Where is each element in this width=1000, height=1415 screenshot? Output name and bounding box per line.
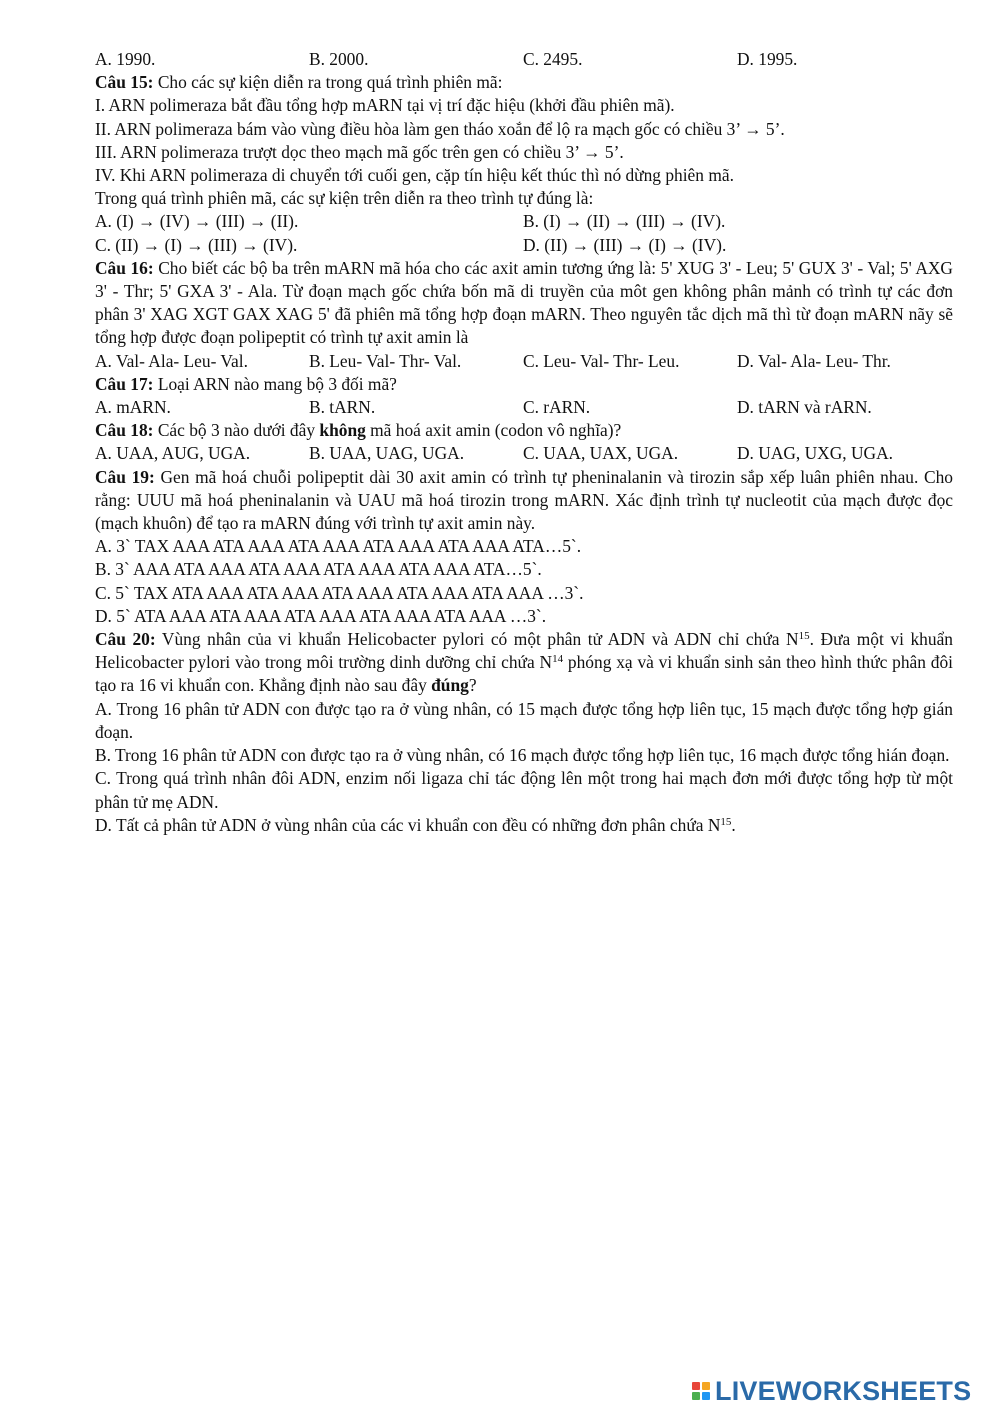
logo-square-blue — [702, 1392, 710, 1400]
q20-option-c[interactable]: C. Trong quá trình nhân đôi ADN, enzim nối ligaza chỉ tác động lên một trong hai mạch đơn mới được tổng hợp từ một phân tử mẹ ADN. — [95, 768, 953, 812]
q14-option-b[interactable]: B. 2000. — [309, 49, 369, 69]
q18-stem-pre: Các bộ 3 nào dưới đây — [153, 420, 320, 441]
q17-option-d[interactable]: D. tARN và rARN. — [737, 397, 872, 418]
q18-options — [95, 442, 953, 465]
q20-label: Câu 20: — [95, 629, 156, 650]
worksheet-content — [95, 48, 953, 837]
logo-square-red — [692, 1382, 700, 1390]
q20-option-d-superscript: 15 — [720, 815, 732, 828]
q16-option-b[interactable]: B. Leu- Val- Thr- Val. — [309, 350, 462, 371]
q15-option-c[interactable]: C. (II) → (I) → (III) → (IV). — [95, 234, 298, 255]
q20-superscript-2: 14 — [552, 653, 564, 666]
q18-option-a[interactable]: A. UAA, AUG, UGA. — [95, 443, 251, 464]
q17-option-a[interactable]: A. mARN. — [95, 397, 171, 418]
q19-option-d[interactable]: D. 5` ATA AAA ATA AAA ATA AAA ATA AAA ATA AAA …3`. — [95, 605, 547, 626]
liveworksheets-logo-icon — [692, 1382, 710, 1400]
q19-option-b[interactable]: B. 3` AAA ATA AAA ATA AAA ATA AAA ATA AAA ATA…5`. — [95, 559, 542, 580]
q16-stem — [95, 257, 953, 350]
q17-option-c[interactable]: C. rARN. — [523, 397, 591, 418]
q15-option-b[interactable]: B. (I) → (II) → (III) → (IV). — [523, 211, 726, 232]
q18-stem-post: mã hoá axit amin (codon vô nghĩa)? — [365, 420, 622, 441]
q18-option-d[interactable]: D. UAG, UXG, UGA. — [737, 443, 894, 464]
q16-option-d[interactable]: D. Val- Ala- Leu- Thr. — [737, 350, 891, 371]
q18-stem-emphasis: không — [319, 420, 366, 441]
q19-label: Câu 19: — [95, 466, 155, 487]
q15-question: Trong quá trình phiên mã, các sự kiện trên diễn ra theo trình tự đúng là: — [95, 188, 594, 209]
q17-label: Câu 17: — [95, 373, 154, 394]
q17-option-b[interactable]: B. tARN. — [309, 397, 376, 418]
q20-option-a[interactable]: A. Trong 16 phân tử ADN con được tạo ra ở vùng nhân, có 15 mạch được tổng hợp liên tục, 15 mạch được tổng hợp gián đoạn. — [95, 698, 953, 742]
q19-option-c[interactable]: C. 5` TAX ATA AAA ATA AAA ATA AAA ATA AAA ATA AAA …3`. — [95, 582, 584, 603]
q15-stem — [95, 71, 953, 94]
q19-option-a[interactable]: A. 3` TAX AAA ATA AAA ATA AAA ATA AAA ATA AAA ATA…5`. — [95, 536, 582, 557]
q15-options — [95, 210, 953, 256]
q15-statement-3: III. ARN polimeraza trượt dọc theo mạch mã gốc trên gen có chiều 3’ → 5’. — [95, 141, 624, 162]
q20-stem-part-1: Vùng nhân của vi khuẩn Helicobacter pylori có một phân tử ADN và ADN chỉ chứa N — [155, 629, 799, 650]
q17-stem — [95, 373, 953, 396]
q20-option-d-end: . — [731, 814, 736, 835]
q15-stem-text: Cho các sự kiện diễn ra trong quá trình phiên mã: — [153, 72, 503, 93]
q20-option-b[interactable]: B. Trong 16 phân tử ADN con được tạo ra ở vùng nhân, có 16 mạch được tổng hợp liên tục, 16 mạch được tổng hián đoạn. — [95, 745, 950, 766]
q16-option-a[interactable]: A. Val- Ala- Leu- Val. — [95, 350, 248, 371]
q16-label: Câu 16: — [95, 257, 154, 278]
q15-option-a[interactable]: A. (I) → (IV) → (III) → (II). — [95, 211, 299, 232]
q15-statement-1: I. ARN polimeraza bắt đầu tổng hợp mARN tại vị trí đặc hiệu (khởi đầu phiên mã). — [95, 95, 675, 116]
q20-stem-part-2: . Đưa một vi khuẩn Helicobacter pylori vào trong môi trường dinh dưỡng chỉ chứa N — [95, 629, 953, 673]
q20-stem-part-4: ? — [468, 675, 477, 696]
q20-stem-emphasis: đúng — [431, 675, 469, 696]
q18-label: Câu 18: — [95, 420, 154, 441]
liveworksheets-logo — [692, 1374, 971, 1408]
q14-options — [95, 48, 953, 71]
q20-option-d-text: D. Tất cả phân tử ADN ở vùng nhân của các vi khuẩn con đều có những đơn phân chứa N — [95, 814, 721, 835]
q14-option-a[interactable]: A. 1990. — [95, 49, 156, 69]
q14-option-c[interactable]: C. 2495. — [523, 49, 583, 69]
q14-option-d[interactable]: D. 1995. — [737, 49, 798, 69]
q18-option-b[interactable]: B. UAA, UAG, UGA. — [309, 443, 465, 464]
q18-stem — [95, 419, 953, 442]
q17-options — [95, 396, 953, 419]
q18-option-c[interactable]: C. UAA, UAX, UGA. — [523, 443, 679, 464]
q17-stem-text: Loại ARN nào mang bộ 3 đối mã? — [153, 373, 397, 394]
q15-statement-4: IV. Khi ARN polimeraza di chuyển tới cuối gen, cặp tín hiệu kết thúc thì nó dừng phiên mã. — [95, 165, 734, 186]
q15-label: Câu 15: — [95, 72, 154, 93]
q16-options — [95, 350, 953, 373]
logo-square-green — [692, 1392, 700, 1400]
q19-stem-text: Gen mã hoá chuỗi polipeptit dài 30 axit amin có trình tự pheninalanin và tirozin sắp xếp luân phiên nhau. Cho rằng: UUU mã hoá pheninalanin và UAU mã hoá tirozin trong mARN. Xác định trình tự nucleotit của mạch được đọc (mạch khuôn) để tạo ra mARN đúng với trình tự axit amin này. — [95, 466, 953, 534]
q20-stem — [95, 628, 953, 698]
q15-option-d[interactable]: D. (II) → (III) → (I) → (IV). — [523, 234, 727, 255]
q16-stem-text: Cho biết các bộ ba trên mARN mã hóa cho các axit amin tương ứng là: 5' XUG 3' - Leu; 5' GUX 3' - Val; 5' AXG 3' - Thr; 5' GXA 3' - Ala. Từ đoạn mạch gốc chứa bốn mã di truyền của môt gen không phân mảnh có trình tự các đơn phân 3' XAG XGT GAX XAG 5' đã phiên mã tổng hợp đoạn mARN. Theo nguyên tắc dịch mã thì từ đoạn mARN nãy sẽ tổng hợp được đoạn polipeptit có trình tự axit amin là — [95, 257, 953, 348]
q15-statement-2: II. ARN polimeraza bám vào vùng điều hòa làm gen tháo xoắn để lộ ra mạch gốc có chiều 3’ → 5’. — [95, 118, 785, 139]
q16-option-c[interactable]: C. Leu- Val- Thr- Leu. — [523, 350, 680, 371]
q19-stem — [95, 466, 953, 536]
q20-option-d[interactable] — [95, 814, 953, 837]
q20-stem-part-3: phóng xạ và vi khuẩn sinh sản theo hình thức phân đôi tạo ra 16 vi khuẩn con. Khẳng định nào sau đây — [95, 652, 954, 696]
logo-square-orange — [702, 1382, 710, 1390]
liveworksheets-logo-text: LIVEWORKSHEETS — [715, 1375, 972, 1406]
q20-superscript-1: 15 — [798, 630, 810, 643]
